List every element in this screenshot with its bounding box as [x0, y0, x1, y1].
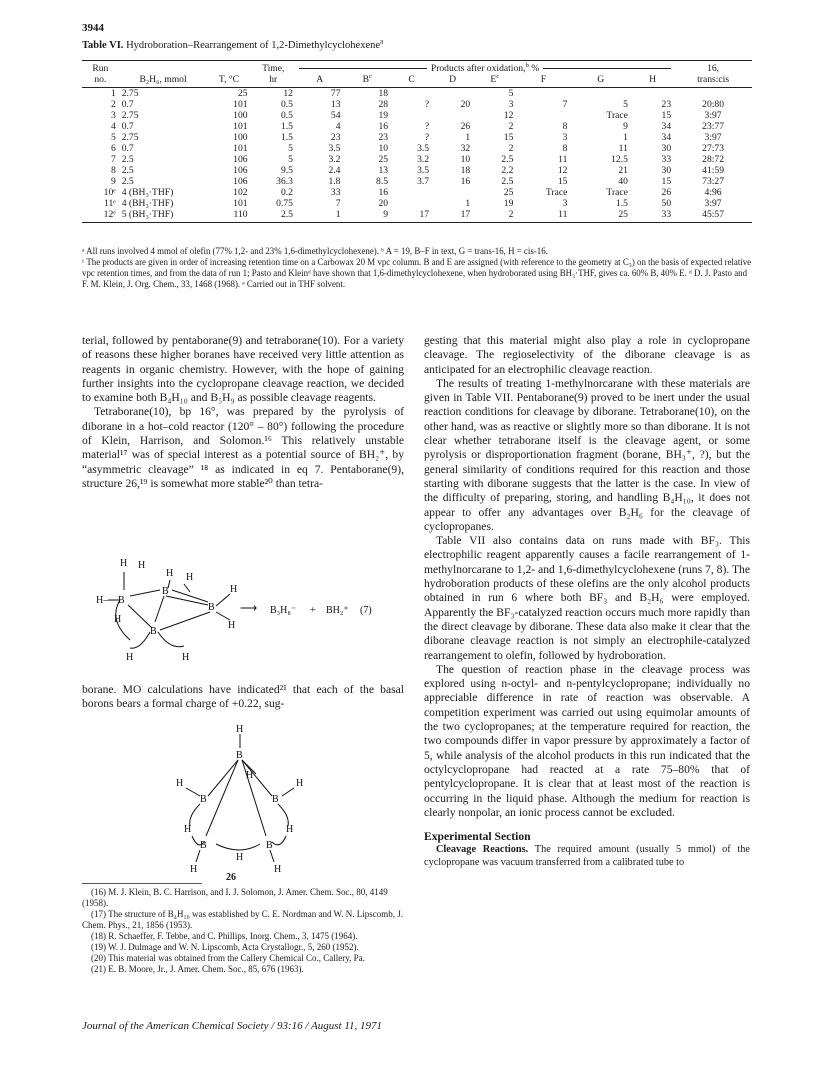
- table-cell: 18: [460, 165, 471, 176]
- eq-product-1: B₃H₈⁻: [270, 605, 297, 616]
- table-cell: 1: [296, 209, 344, 223]
- table-cell: 102: [233, 187, 248, 198]
- table-cell: 9: [110, 176, 116, 187]
- table-title: [82, 36, 752, 51]
- eq-plus: +: [310, 605, 316, 616]
- table-cell: 106: [233, 154, 248, 165]
- table-cell: 2.5: [501, 176, 514, 187]
- table-cell: 10ᵉ: [103, 187, 116, 198]
- table-cell: 5: [288, 143, 293, 154]
- table-cell: 54: [330, 110, 341, 121]
- table-cell: 4 (BH₃·THF): [121, 187, 174, 198]
- svg-text:H: H: [246, 770, 254, 781]
- table-cell: 20: [460, 99, 471, 110]
- table-cell: 0.5: [280, 99, 293, 110]
- table-cell: 1: [465, 132, 471, 143]
- table-cell: 2: [473, 209, 516, 223]
- svg-text:B: B: [272, 794, 279, 805]
- table-cell: 16: [378, 121, 389, 132]
- svg-text:H: H: [236, 852, 244, 863]
- svg-text:B: B: [208, 602, 215, 613]
- table-cell: 3.5: [328, 143, 341, 154]
- references-rule: [82, 883, 202, 884]
- reference: (19) W. J. Dulmage and W. N. Lipscomb, Acta Crystallogr., 5, 260 (1952).: [91, 942, 359, 952]
- svg-text:H: H: [190, 864, 198, 872]
- table-cell: 2: [110, 99, 116, 110]
- reference: (21) E. B. Moore, Jr., J. Amer. Chem. Soc., 85, 676 (1963).: [91, 964, 304, 974]
- table-cell: 3:97: [704, 198, 722, 209]
- table-cell: 25: [570, 209, 631, 223]
- reference: (18) R. Schaeffer, F. Tebbe, and C. Phillips, Inorg. Chem., 3, 1475 (1964).: [91, 931, 358, 941]
- header-run: Run: [82, 61, 119, 75]
- table-cell: [432, 88, 473, 100]
- table-cell: 19: [503, 198, 514, 209]
- svg-text:H: H: [176, 778, 184, 789]
- svg-text:H: H: [182, 652, 190, 663]
- header-col-c: C: [391, 74, 432, 88]
- table-cell: 10: [460, 154, 471, 165]
- table-cell: 4 (BH₃·THF): [121, 198, 174, 209]
- table-cell: 17: [391, 209, 432, 223]
- left-column-top: [82, 334, 404, 491]
- table-cell: 23: [378, 132, 389, 143]
- table-cell: [516, 88, 570, 100]
- table-cell: 21: [618, 165, 628, 176]
- table-cell: 30: [661, 165, 672, 176]
- table-cell: 2.75: [121, 110, 139, 121]
- table-cell: 2.75: [121, 132, 139, 143]
- table-cell: 33: [661, 154, 672, 165]
- header-ratio: 16,: [674, 61, 752, 75]
- table-cell: 5: [623, 99, 628, 110]
- header-ratio-trans-cis: trans:cis: [674, 74, 752, 88]
- table-cell: 2: [508, 121, 514, 132]
- svg-text:H: H: [166, 568, 174, 579]
- table-cell: 13: [378, 165, 389, 176]
- svg-text:H—: H—: [96, 595, 114, 606]
- svg-text:B: B: [200, 840, 207, 851]
- paragraph-experimental: [424, 844, 750, 869]
- header-products: Products after oxidation,$^b$ %: [296, 61, 674, 75]
- table-cell: Trace: [545, 187, 568, 198]
- table-cell: 3.5: [417, 143, 430, 154]
- header-time: Time,: [251, 61, 296, 75]
- paragraph: The question of reaction phase in the cleavage process was explored using n-octyl- and n-pentylcyclopropane; individually no appreciable difference in rate of reaction was observable. A competition experiment was carried out using equimolar amounts of the two cyclopropanes; at the temperature required for reaction, the two compounds differ in vapor pressure by approximately a factor of 5, while analysis of the alcohol products in this run indicated that the octylcyclopropane had reacted at a rate 75–80% that of pentylcyclopropane. It is clear that at least most of the reaction is occurring in the liquid phase. Although the medium for reaction is clearly nonpolar, an ionic process cannot be excluded.: [424, 662, 750, 819]
- table-cell: 3.7: [417, 176, 430, 187]
- table-cell: 7: [562, 99, 568, 110]
- table-cell: 10: [378, 143, 389, 154]
- eq-number: (7): [360, 605, 372, 616]
- table-title-text: Hydroboration–Rearrangement of 1,2-Dimethylcyclohexene: [126, 40, 381, 51]
- table-cell: 45:57: [674, 209, 752, 223]
- svg-text:H: H: [274, 864, 282, 872]
- table-cell: 2.75: [121, 88, 139, 99]
- table-cell: 11: [618, 143, 628, 154]
- table-cell: 4:96: [704, 187, 722, 198]
- header-col-g: G: [570, 74, 631, 88]
- table-cell: [674, 88, 752, 100]
- table-row: [82, 165, 752, 176]
- table-cell: 25: [503, 187, 514, 198]
- table-cell: 3: [562, 198, 568, 209]
- table-cell: 3.2: [417, 154, 430, 165]
- table-cell: 15: [503, 132, 514, 143]
- svg-text:H: H: [296, 778, 304, 789]
- table-cell: 28:72: [702, 154, 724, 165]
- table-cell: 23:77: [702, 121, 724, 132]
- svg-text:B: B: [118, 595, 125, 606]
- table-cell: 16: [378, 187, 389, 198]
- paragraph-text: The required amount (usually 5 mmol) of the cyclopropane was vacuum transferred from a calibrated tube to: [424, 844, 750, 868]
- table-cell: 101: [233, 121, 248, 132]
- table-cell: [391, 187, 432, 198]
- table-row: [82, 88, 752, 100]
- svg-text:H: H: [120, 558, 128, 569]
- table-cell: [391, 88, 432, 100]
- table-cell: 25: [237, 88, 248, 99]
- table-cell: 73:27: [702, 176, 724, 187]
- table-cell: 3:97: [704, 110, 722, 121]
- table-cell: 9.5: [280, 165, 293, 176]
- svg-text:H: H: [286, 824, 294, 835]
- table-cell: 34: [661, 132, 672, 143]
- table-cell: 34: [661, 121, 672, 132]
- table-cell: 2: [508, 143, 514, 154]
- paragraph: The results of treating 1-methylnorcarane with these materials are given in Table VII. Pentaborane(9) proved to be inert under the usual reaction conditions for cleavage by diborane. Tetraborane(10), on the other hand, was as reactive or slightly more so than diborane. It is not clear whether tetraborane itself is the cleavage agent, or some pyrolysis or disproportionation fragment (borane, BH₃⁺, ?), but the general similarity of conditions required for this reaction and those starting with diborane suggests that the latter is the case. In view of the difficulty of preparing, storing, and handling B₄H₁₀, it does not appear to offer any advantages over B₂H₆ for the cleavage of cyclopropanes.: [424, 376, 750, 533]
- table-cell: 4: [110, 121, 116, 132]
- header-time-hr: hr: [251, 74, 296, 88]
- table-cell: 0.7: [121, 121, 134, 132]
- equation-7-structure: [90, 550, 410, 680]
- table-row: [82, 110, 752, 121]
- journal-footer: Journal of the American Chemical Society / 93:16 / August 11, 1971: [82, 1020, 383, 1032]
- svg-text:B: B: [150, 626, 157, 637]
- table-cell: 33: [330, 187, 341, 198]
- svg-text:B: B: [266, 840, 273, 851]
- table-cell: 2.2: [501, 165, 514, 176]
- svg-text:H: H: [126, 652, 134, 663]
- table-cell: 11: [558, 154, 568, 165]
- table-cell: 5: [110, 132, 116, 143]
- table-cell: [391, 198, 432, 209]
- table-cell: 12: [503, 110, 514, 121]
- reference: (17) The structure of B₄H₁₀ was established by C. E. Nordman and W. N. Lipscomb, J. Chem. Phys., 21, 1856 (1953).: [82, 909, 403, 930]
- table-cell: 106: [233, 176, 248, 187]
- svg-text:B: B: [200, 794, 207, 805]
- table-cell: 106: [233, 165, 248, 176]
- table-cell: 26: [460, 121, 471, 132]
- table-cell: 12: [557, 165, 568, 176]
- table-cell: 23: [661, 99, 672, 110]
- table-cell: 2.5: [251, 209, 296, 223]
- table-cell: [391, 110, 432, 121]
- table-label: Table VI.: [82, 40, 124, 51]
- svg-text:H: H: [186, 572, 194, 583]
- svg-text:H: H: [236, 724, 244, 735]
- table-title-sup: a: [380, 36, 384, 46]
- svg-text:B: B: [162, 586, 169, 597]
- table-cell: 1: [623, 132, 628, 143]
- table-cell: 1.8: [328, 176, 341, 187]
- paragraph: terial, followed by pentaborane(9) and tetraborane(10). For a variety of reasons these higher boranes have received very little attention as reagents in organic chemistry. However, with the hope of gaining further insights into the cyclopropane cleavage reaction, we decided to examine both B₄H₁₀ and B₅H₉ as possible cleavage reagents.: [82, 334, 404, 405]
- table-cell: ?: [424, 121, 430, 132]
- table-cell: 2.5: [501, 154, 514, 165]
- table-cell: 12ᵉ: [82, 209, 119, 223]
- table-cell: 8: [562, 121, 568, 132]
- svg-text:H: H: [138, 560, 146, 571]
- svg-text:H: H: [114, 614, 122, 625]
- table-body: [82, 88, 752, 223]
- table-cell: [631, 88, 674, 100]
- table-cell: 23: [330, 132, 341, 143]
- table-cell: [432, 110, 473, 121]
- table-cell: 20:80: [702, 99, 724, 110]
- header-col-b: $B^c$: [343, 74, 391, 88]
- table-cell: [570, 88, 631, 100]
- table-cell: 40: [618, 176, 628, 187]
- table-cell: 20: [378, 198, 389, 209]
- table-row: [82, 154, 752, 165]
- table-cell: ?: [424, 99, 430, 110]
- table-cell: 19: [378, 110, 389, 121]
- table-cell: Trace: [606, 110, 628, 121]
- table-cell: 13: [330, 99, 341, 110]
- table-row: [82, 121, 752, 132]
- table-cell: 0.5: [280, 110, 293, 121]
- table-cell: 9: [623, 121, 628, 132]
- table-cell: 15: [557, 176, 568, 187]
- eq-product-2: BH₂⁺: [326, 605, 349, 616]
- table-cell: 101: [233, 99, 248, 110]
- header-col-e: $E^c$: [473, 74, 516, 88]
- table-cell: 15: [661, 110, 672, 121]
- table-cell: 3:97: [704, 132, 722, 143]
- table-row: [82, 187, 752, 198]
- table-cell: 3.2: [328, 154, 341, 165]
- table-row: [82, 209, 752, 223]
- table-cell: 9: [343, 209, 391, 223]
- table-cell: 101: [233, 143, 248, 154]
- table-cell: 5 (BH₃·THF): [119, 209, 208, 223]
- table-cell: 4: [335, 121, 341, 132]
- table-cell: 32: [460, 143, 471, 154]
- svg-text:⟶: ⟶: [240, 601, 258, 615]
- table-cell: 77: [330, 88, 341, 99]
- table-cell: ?: [424, 132, 430, 143]
- svg-text:H: H: [228, 620, 236, 631]
- compound-label-26: 26: [226, 872, 236, 883]
- table-cell: 41:59: [702, 165, 724, 176]
- table-cell: 3.5: [417, 165, 430, 176]
- header-col-f: F: [516, 74, 570, 88]
- table-cell: 11: [516, 209, 570, 223]
- table-cell: 0.7: [121, 99, 134, 110]
- section-title: Experimental Section: [424, 830, 531, 844]
- references: [82, 883, 404, 975]
- table-cell: 0.75: [276, 198, 293, 209]
- table-footnote: ᶜ The products are given in order of increasing retention time on a Carbowax 20 M vpc column. B and E are assigned (with reference to the geometry at C₃) on the basis of expected relative vpc retention times, and from the data of run 1; Pasto and Kleinᵈ have shown that 1,6-dimethylcyclohexene, when hydroborated using BH₃·THF, gives ca. 60% B, 40% E. ᵈ D. J. Pasto and F. M. Klein, J. Org. Chem., 33, 1468 (1968). ᵉ Carried out in THF solvent.: [82, 257, 752, 289]
- table-cell: 1.5: [280, 121, 293, 132]
- header-b2h6: B₂H₆, mmol: [119, 74, 208, 88]
- table-cell: 25: [378, 154, 389, 165]
- table-cell: 2.5: [121, 176, 134, 187]
- header-col-d: D: [432, 74, 473, 88]
- table-row: [82, 176, 752, 187]
- table-cell: 30: [661, 143, 672, 154]
- table-cell: 15: [661, 176, 672, 187]
- table-cell: 100: [233, 110, 248, 121]
- svg-text:B: B: [236, 750, 243, 761]
- table-footnotes: [82, 246, 752, 290]
- page-number: 3944: [82, 22, 104, 34]
- table-cell: 1.5: [615, 198, 628, 209]
- table-cell: 2.5: [121, 165, 134, 176]
- header-col-h: H: [631, 74, 674, 88]
- table-cell: 8: [562, 143, 568, 154]
- subsection-title: Cleavage Reactions.: [436, 844, 529, 856]
- table-row: [82, 198, 752, 209]
- reference: (20) This material was obtained from the Callery Chemical Co., Callery, Pa.: [91, 953, 365, 963]
- table-cell: 1: [465, 198, 471, 209]
- table-footnote: ᵃ All runs involved 4 mmol of olefin (77% 1,2- and 23% 1,6-dimethylcyclohexene). ᵇ A = 19, B–F in text, G = trans-16, H = cis-16.: [82, 246, 548, 256]
- table-cell: 1: [110, 88, 116, 99]
- table-cell: 27:73: [702, 143, 724, 154]
- table-cell: [516, 110, 570, 121]
- table-cell: 6: [110, 143, 116, 154]
- table-cell: 18: [378, 88, 389, 99]
- svg-text:H: H: [230, 584, 238, 595]
- table-cell: 8: [110, 165, 116, 176]
- table-cell: 16: [460, 176, 471, 187]
- paragraph: borane. MO calculations have indicated²¹ that each of the basal borons bears a formal charge of +0.22, sug-: [82, 683, 404, 711]
- table-cell: 100: [233, 132, 248, 143]
- svg-text:H: H: [184, 824, 192, 835]
- table-cell: 2.4: [328, 165, 341, 176]
- table-cell: [432, 187, 473, 198]
- pentaborane-structure-26: [160, 720, 320, 872]
- table-cell: 5: [508, 88, 514, 99]
- table-cell: 0.2: [280, 187, 293, 198]
- paragraph: gesting that this material might also play a role in cyclopropane cleavage. The regioselectivity of the diborane cleavage is as anticipated for an electrophilic cleavage reaction.: [424, 334, 750, 376]
- table-cell: 50: [661, 198, 672, 209]
- reference: (16) M. J. Klein, B. C. Harrison, and I. J. Solomon, J. Amer. Chem. Soc., 80, 4149 (1958).: [82, 887, 388, 908]
- table-cell: 101: [233, 198, 248, 209]
- table-cell: 2.5: [121, 154, 134, 165]
- table-vi: [82, 60, 752, 223]
- table-row: [82, 132, 752, 143]
- table-cell: 1.5: [280, 132, 293, 143]
- table-cell: 3: [508, 99, 514, 110]
- table-cell: 7: [110, 154, 116, 165]
- table-cell: 12.5: [611, 154, 628, 165]
- right-column: [424, 334, 750, 870]
- table-cell: 33: [631, 209, 674, 223]
- table-cell: 5: [288, 154, 293, 165]
- paragraph: Tetraborane(10), bp 16°, was prepared by the pyrolysis of diborane in a hot–cold reactor (120° – 80°) following the procedure of Klein, Harrison, and Solomon.¹⁶ This relatively unstable material¹⁷ was of special interest as a potential source of BH₂⁺, by “asymmetric cleavage” ¹⁸ as indicated in eq 7. Pentaborane(9), structure 26,¹⁹ is somewhat more stable²⁰ than tetra-: [82, 405, 404, 490]
- table-row: [82, 143, 752, 154]
- table-cell: 8.5: [376, 176, 389, 187]
- table-cell: 3: [110, 110, 116, 121]
- table-cell: Trace: [606, 187, 628, 198]
- table-cell: 28: [378, 99, 389, 110]
- table-row: [82, 99, 752, 110]
- table-cell: 12: [283, 88, 293, 99]
- table-cell: 26: [661, 187, 672, 198]
- table-cell: 17: [432, 209, 473, 223]
- header-col-a: A: [296, 74, 344, 88]
- table-cell: 110: [207, 209, 250, 223]
- table-cell: 11ᵉ: [104, 198, 116, 209]
- paragraph: Table VII also contains data on runs made with BF₃. This electrophilic reagent apparently causes a facile rearrangement of 1-methylnorcarane to 1,2- and 1,6-dimethylcyclohexene (runs 7, 8). The hydroboration products of these olefins are the only alcohol products obtained in run 6 where both BF₃ and B₂H₆ were employed. Apparently the BF₃-catalyzed reaction occurs much more rapidly than the direct cleavage by diborane. These data also make it clear that the diborane cleavage reaction is not simply an electrophile-catalyzed rearrangement to olefin, followed by hydroboration.: [424, 534, 750, 662]
- table-cell: 7: [335, 198, 341, 209]
- table-cell: 36.3: [276, 176, 293, 187]
- left-column-mid: [82, 683, 404, 712]
- table-cell: 3: [562, 132, 568, 143]
- table-cell: 0.7: [121, 143, 134, 154]
- header-run-no: no.: [82, 74, 119, 88]
- header-temp: T, °C: [207, 74, 250, 88]
